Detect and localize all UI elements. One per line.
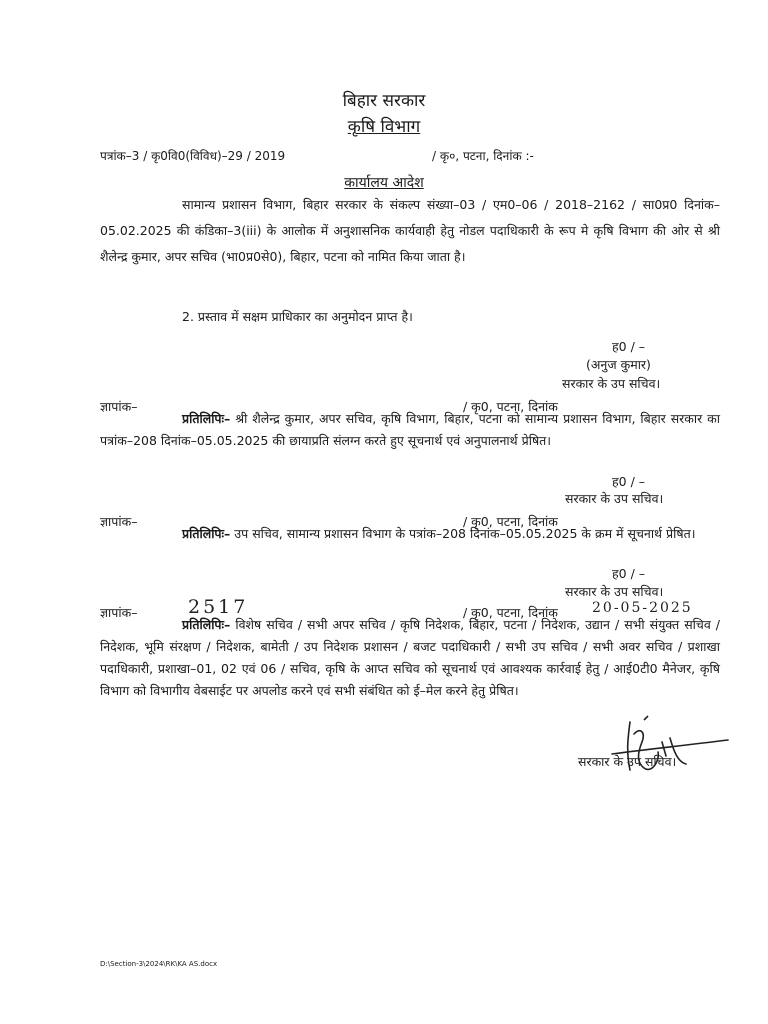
govt-heading: बिहार सरकार <box>342 91 426 111</box>
memo-1-designation: सरकार के उप सचिव। <box>565 491 664 506</box>
memo-3-label: ज्ञापांक– <box>100 605 138 620</box>
memo-1-copy-text <box>100 408 720 452</box>
file-path-footer: D:\Section-3\2024\RK\KA AS.docx <box>100 960 218 968</box>
memo-3-handwritten-date: 20-05-2025 <box>592 600 693 616</box>
memo-2-label: ज्ञापांक– <box>100 514 138 529</box>
department-heading-text: कृषि विभाग <box>347 117 421 137</box>
memo-2-copy-body: उप सचिव, सामान्य प्रशासन विभाग के पत्रांक–208 दिनांक–05.05.2025 के क्रम में सूचनार्थ प्रेषित। <box>234 526 696 541</box>
memo-2-designation: सरकार के उप सचिव। <box>565 584 664 599</box>
order-title <box>0 173 768 192</box>
signature-1-signed: ह0 / – <box>612 339 645 354</box>
memo-1-copy-body: श्री शैलेन्द्र कुमार, अपर सचिव, कृषि विभाग, बिहार, पटना को सामान्य प्रशासन विभाग, बिहार सरकार का पत्रांक–208 दिनांक–05.05.2025 की छायाप्रति संलग्न करते हुए सूचनार्थ एवं अनुपालनार्थ प्रेषित। <box>100 411 720 448</box>
signature-1-name: (अनुज कुमार) <box>586 357 651 372</box>
memo-3-place-date: / कृ0, पटना, दिनांक <box>463 605 558 620</box>
order-title-text: कार्यालय आदेश <box>344 175 424 191</box>
department-heading <box>0 114 768 137</box>
memo-3-copy-label: प्रतिलिपिः– <box>182 617 231 632</box>
memo-1-label: ज्ञापांक– <box>100 399 138 414</box>
memo-1-place-date: / कृ0, पटना, दिनांक <box>463 399 558 414</box>
memo-3-handwritten-number: 2517 <box>188 596 249 618</box>
memo-1-signed: ह0 / – <box>612 474 645 489</box>
signature-1-designation: सरकार के उप सचिव। <box>562 376 661 391</box>
memo-1-copy-label: प्रतिलिपिः– <box>182 411 231 426</box>
memo-2-place-date: / कृ0, पटना, दिनांक <box>463 514 558 529</box>
memo-3-designation: सरकार के उप सचिव। <box>578 754 677 769</box>
memo-2-signed: ह0 / – <box>612 566 645 581</box>
order-paragraph-2: 2. प्रस्ताव में सक्षम प्राधिकार का अनुमोदन प्राप्त है। <box>182 309 413 324</box>
handwritten-signature-icon <box>600 712 730 782</box>
memo-3-copy-text <box>100 614 720 702</box>
memo-3-copy-body: विशेष सचिव / सभी अपर सचिव / कृषि निदेशक, बिहार, पटना / निदेशक, उद्यान / सभी संयुक्त सचिव / निदेशक, भूमि संरक्षण / निदेशक, बामेती / उप निदेशक प्रशासन / बजट पदाधिकारी / सभी उप सचिव / सभी अवर सचिव / प्रशाखा पदाधिकारी, प्रशाखा–01, 02 एवं 06 / सचिव, कृषि के आप्त सचिव को सूचनार्थ एवं आवश्यक कार्रवाई हेतु / आई0टी0 मैनेजर, कृषि विभाग को विभागीय वेबसाईट पर अपलोड करने एवं सभी संबंधित को ई–मेल करने हेतु प्रेषित। <box>100 617 720 698</box>
memo-2-copy-label: प्रतिलिपिः– <box>182 526 231 541</box>
letter-number: पत्रांक–3 / कृ0वि0(विविध)–29 / 2019 <box>100 149 286 163</box>
order-paragraph-1: सामान्य प्रशासन विभाग, बिहार सरकार के संकल्प संख्या–03 / एम0–06 / 2018–2162 / सा0प्र0 दिनांक–05.02.2025 की कंडिका–3(iii) के आलोक में अनुशासनिक कार्यवाही हेतु नोडल पदाधिकारी के रूप मे कृषि विभाग की ओर से श्री शैलेन्द्र कुमार, अपर सचिव (भा0प्र0से0), बिहार, पटना को नामित किया जाता है। <box>100 197 720 264</box>
letter-place-date: / कृ०, पटना, दिनांक :- <box>432 149 534 163</box>
memo-2-copy-text <box>100 523 720 545</box>
